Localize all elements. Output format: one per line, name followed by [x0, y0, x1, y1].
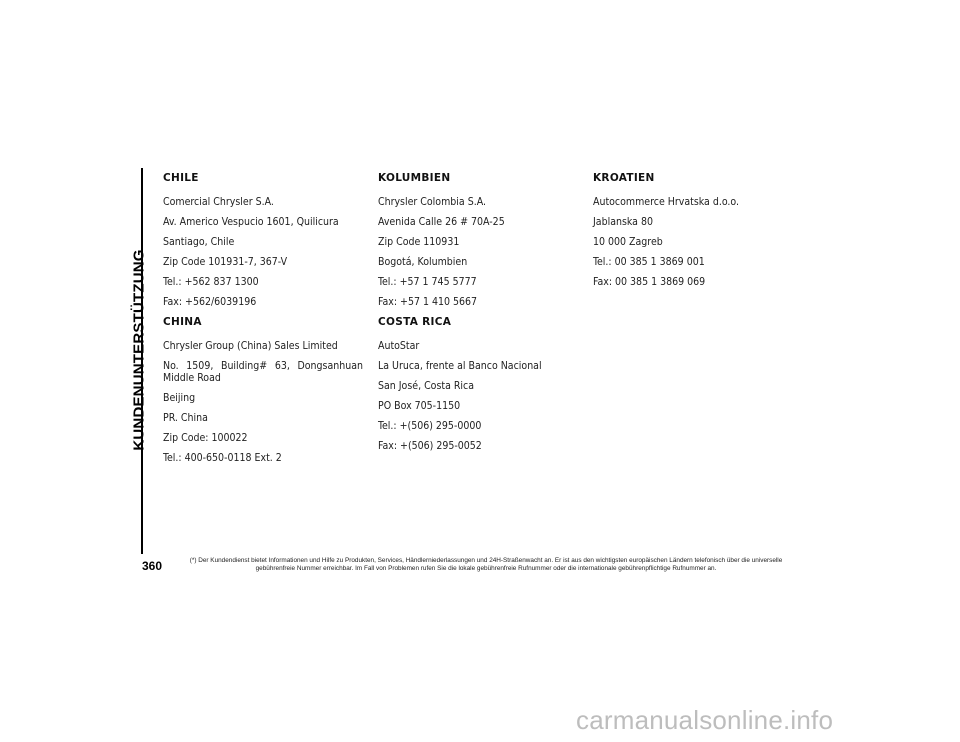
address-line: Autocommerce Hrvatska d.o.o. — [593, 196, 740, 208]
phone-line: Tel.: +57 1 745 5777 — [378, 276, 477, 288]
country-section-costa-rica — [378, 316, 578, 452]
country-heading: KOLUMBIEN — [378, 172, 451, 184]
address-column-2 — [378, 172, 578, 460]
country-section-kolumbien — [378, 172, 578, 308]
side-chapter-title: KUNDENUNTERSTÜTZUNG — [130, 249, 148, 451]
fax-line: Fax: 00 385 1 3869 069 — [593, 276, 706, 288]
address-line: Zip Code 110931 — [378, 236, 460, 248]
country-heading: KROATIEN — [593, 172, 655, 184]
country-section-chile — [163, 172, 363, 308]
country-heading: COSTA RICA — [378, 316, 452, 328]
page-number: 360 — [142, 559, 163, 573]
fax-line: Fax: +562/6039196 — [163, 296, 257, 308]
address-line: Comercial Chrysler S.A. — [163, 196, 274, 208]
address-line: Santiago, Chile — [163, 236, 235, 248]
address-line: Bogotá, Kolumbien — [378, 256, 468, 268]
country-heading: CHINA — [163, 316, 202, 328]
address-line: San José, Costa Rica — [378, 380, 475, 392]
country-section-kroatien — [593, 172, 793, 288]
watermark: carmanualsonline.info — [576, 705, 834, 735]
fax-line: Fax: +57 1 410 5667 — [378, 296, 478, 308]
address-line: PO Box 705-1150 — [378, 400, 461, 412]
phone-line: Tel.: 00 385 1 3869 001 — [593, 256, 705, 268]
address-line: La Uruca, frente al Banco Nacional — [378, 360, 542, 372]
address-line: Zip Code 101931-7, 367-V — [163, 256, 288, 268]
address-column-3 — [593, 172, 793, 296]
address-line: Av. Americo Vespucio 1601, Quilicura — [163, 216, 339, 228]
address-line: Avenida Calle 26 # 70A-25 — [378, 216, 505, 228]
address-line: Jablanska 80 — [593, 216, 653, 228]
country-section-china — [163, 316, 363, 464]
phone-line: Tel.: 400-650-0118 Ext. 2 — [163, 452, 282, 464]
address-line: Zip Code: 100022 — [163, 432, 248, 444]
country-heading: CHILE — [163, 172, 199, 184]
address-line: Chrysler Group (China) Sales Limited — [163, 340, 338, 352]
footnote: (*) Der Kundendienst bietet Informationen und Hilfe zu Produkten, Services, Händlerniederlassungen und 24H-Straßenwacht an. Er ist aus den wichtigsten europäischen Ländern telefonisch über die universelle gebührenfreie Nummer erreichbar. Im Fall von Problemen rufen Sie die lokale gebührenfreie Rufnummer oder die internationale gebührenpflichtige Rufnummer an. — [189, 557, 783, 572]
address-line: AutoStar — [378, 340, 420, 352]
phone-line: Tel.: +(506) 295-0000 — [378, 420, 482, 432]
address-column-1 — [163, 172, 363, 472]
phone-line: Tel.: +562 837 1300 — [163, 276, 259, 288]
fax-line: Fax: +(506) 295-0052 — [378, 440, 482, 452]
address-line: Beijing — [163, 392, 196, 404]
address-line: PR. China — [163, 412, 208, 424]
address-line: 10 000 Zagreb — [593, 236, 663, 248]
address-line: No. 1509, Building# 63, Dongsanhuan Middle Road — [163, 360, 363, 384]
address-line: Chrysler Colombia S.A. — [378, 196, 486, 208]
